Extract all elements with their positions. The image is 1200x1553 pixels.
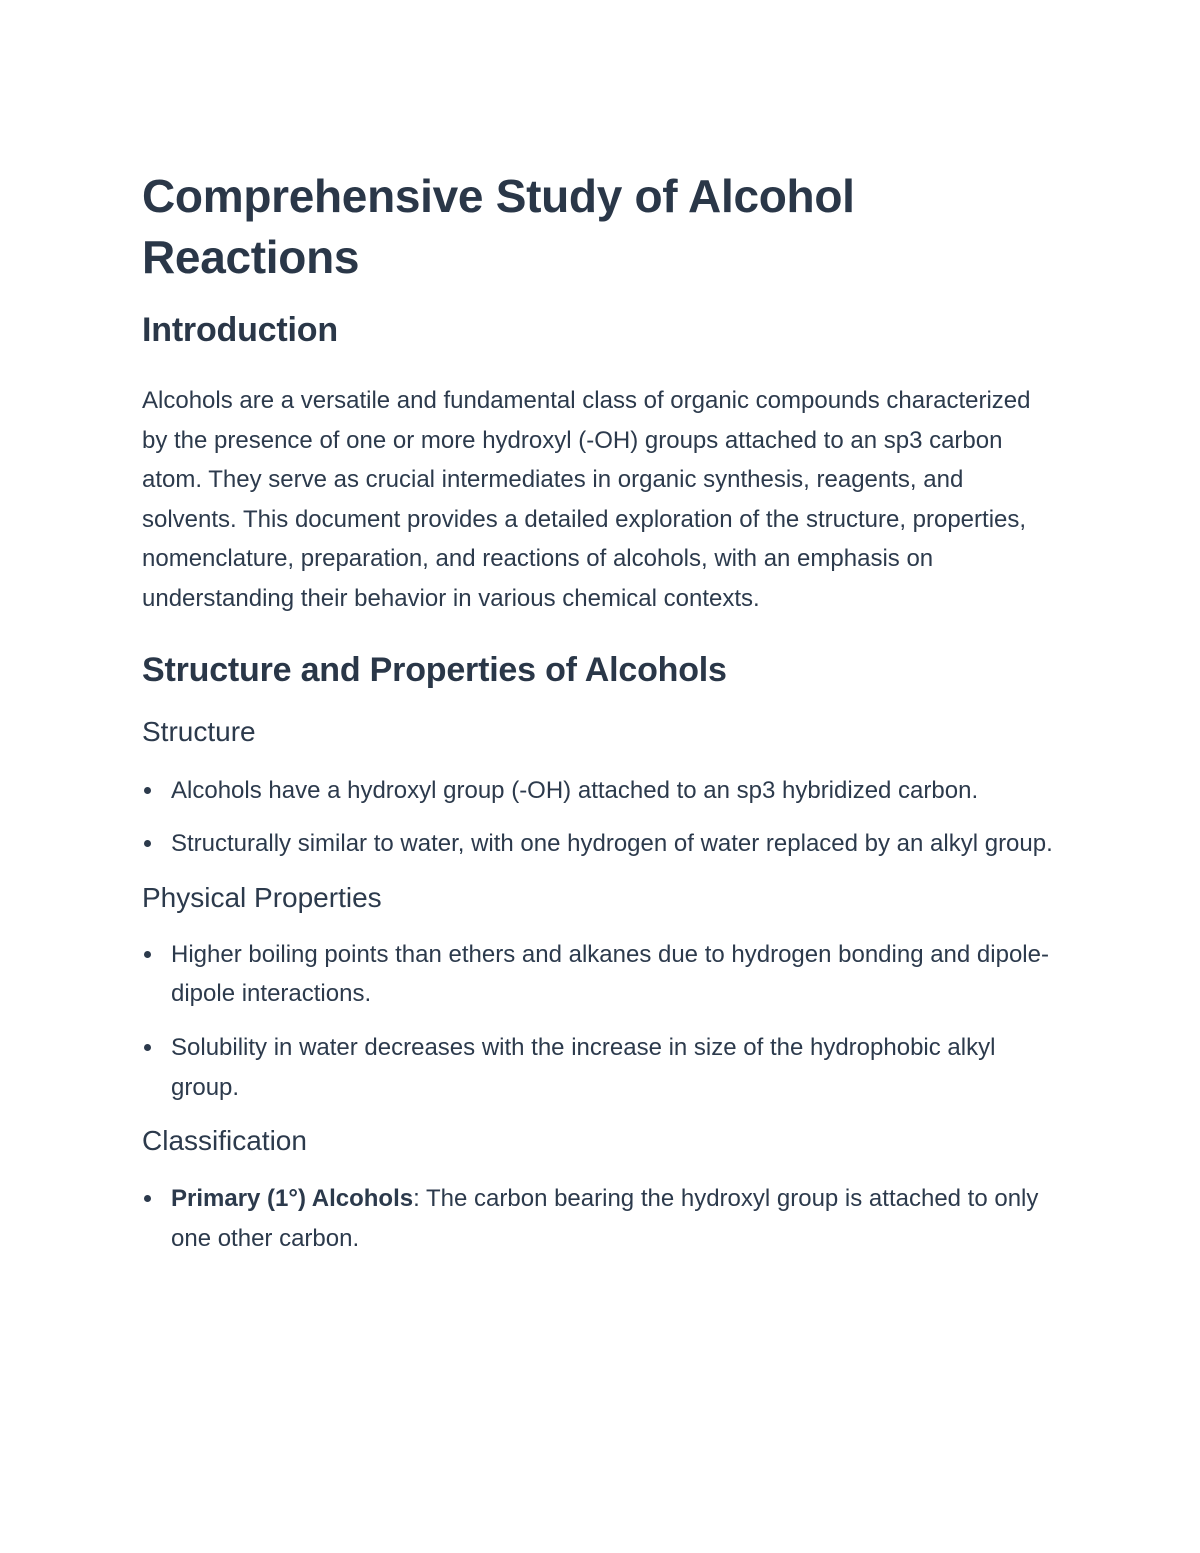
bullet-icon <box>144 1044 151 1051</box>
list-item <box>142 935 1062 1014</box>
list-item <box>142 824 1062 864</box>
list-item-text: Solubility in water decreases with the increase in size of the hydrophobic alkyl group. <box>171 1033 996 1101</box>
classification-definition: : The carbon bearing the hydroxyl group is attached to only one other carbon. <box>171 1185 1039 1252</box>
list-item <box>142 1179 1062 1258</box>
physical-properties-list <box>142 935 1062 1107</box>
list-item-text: Higher boiling points than ethers and alkanes due to hydrogen bonding and dipole-dipole interactions. <box>171 940 1049 1008</box>
bullet-icon <box>144 840 151 847</box>
list-item <box>142 1028 1062 1107</box>
bullet-icon <box>144 1195 151 1202</box>
bullet-icon <box>144 951 151 958</box>
structure-list <box>142 771 1062 864</box>
section-heading-introduction: Introduction <box>142 311 338 349</box>
list-item <box>142 771 1062 811</box>
introduction-paragraph: Alcohols are a versatile and fundamental class of organic compounds characterized by the presence of one or more hydroxyl (-OH) groups attached to an sp3 carbon atom. They serve as crucial intermediates in organic synthesis, reagents, and solvents. This document provides a detailed exploration of the structure, properties, nomenclature, preparation, and reactions of alcohols, with an emphasis on understanding their behavior in various chemical contexts. <box>142 387 1031 612</box>
bullet-icon <box>144 787 151 794</box>
document-title: Comprehensive Study of Alcohol Reactions <box>142 170 855 283</box>
list-item-text: Alcohols have a hydroxyl group (-OH) attached to an sp3 hybridized carbon. <box>171 776 979 804</box>
document-page <box>142 166 1062 1258</box>
subheading-classification: Classification <box>142 1125 307 1157</box>
section-heading-structure-properties: Structure and Properties of Alcohols <box>142 650 727 689</box>
list-item-text: Structurally similar to water, with one hydrogen of water replaced by an alkyl group. <box>171 830 1053 858</box>
subheading-physical-properties: Physical Properties <box>142 881 382 913</box>
classification-term: Primary (1°) Alcohols <box>171 1185 414 1213</box>
classification-list <box>142 1179 1062 1258</box>
subheading-structure: Structure <box>142 715 256 747</box>
